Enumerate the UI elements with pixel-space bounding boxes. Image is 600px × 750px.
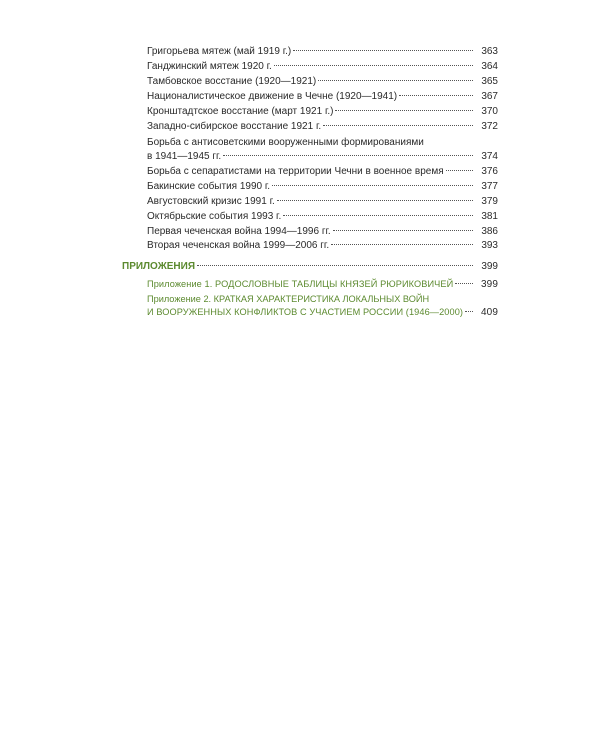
- toc-entry[interactable]: [147, 165, 498, 178]
- dot-leader: [197, 265, 473, 266]
- toc-entry-title: Кронштадтское восстание (март 1921 г.): [147, 106, 334, 117]
- toc-entry-title: Вторая чеченская война 1999—2006 гг.: [147, 240, 330, 251]
- dot-leader: [223, 155, 473, 156]
- toc-entry-title: Григорьева мятеж (май 1919 г.): [147, 46, 292, 57]
- toc-section-appendices[interactable]: [122, 260, 498, 273]
- dot-leader: [399, 95, 473, 96]
- toc-entry[interactable]: [147, 150, 498, 163]
- toc-entry-title: Западно-сибирское восстание 1921 г.: [147, 121, 322, 132]
- toc-entry-title: Националистическое движение в Чечне (1920—1941): [147, 91, 398, 102]
- toc-appendix-page: 409: [481, 307, 498, 318]
- dot-leader: [465, 311, 473, 312]
- dot-leader: [446, 170, 473, 171]
- toc-entry-title-line1: Борьба с антисоветскими вооруженными формированиями: [147, 137, 424, 148]
- toc-entry-page: 377: [481, 181, 498, 192]
- toc-entry-title: в 1941—1945 гг.: [147, 151, 222, 162]
- toc-section-title: ПРИЛОЖЕНИЯ: [122, 261, 196, 272]
- toc-entry[interactable]: [147, 75, 498, 88]
- toc-entry[interactable]: [147, 210, 498, 223]
- toc-entry-page: 365: [481, 76, 498, 87]
- toc-entry-page: 376: [481, 166, 498, 177]
- dot-leader: [333, 230, 473, 231]
- toc-entry[interactable]: [147, 239, 498, 252]
- toc-section-page: 399: [481, 261, 498, 272]
- toc-entry-page: 370: [481, 106, 498, 117]
- toc-entry-page: 367: [481, 91, 498, 102]
- toc-entry-title: Ганджинский мятеж 1920 г.: [147, 61, 272, 72]
- toc-entry[interactable]: [147, 195, 498, 208]
- toc-entry[interactable]: [147, 60, 498, 73]
- toc-entry-page: 386: [481, 226, 498, 237]
- dot-leader: [277, 200, 473, 201]
- dot-leader: [274, 65, 473, 66]
- toc-entry[interactable]: [147, 105, 498, 118]
- toc-appendix-title: Приложение 1. РОДОСЛОВНЫЕ ТАБЛИЦЫ КНЯЗЕЙ РЮРИКОВИЧЕЙ: [147, 279, 454, 289]
- toc-appendix-entry[interactable]: [147, 278, 498, 291]
- toc-entry-page: 381: [481, 211, 498, 222]
- toc-entry-title: Августовский кризис 1991 г.: [147, 196, 275, 207]
- toc-appendix-entry[interactable]: [147, 306, 498, 319]
- toc-entry-title: Борьба с сепаратистами на территории Чечни в военное время: [147, 166, 444, 177]
- toc-entry-title: Октябрьские события 1993 г.: [147, 211, 282, 222]
- toc-entry-page: 364: [481, 61, 498, 72]
- toc-entry[interactable]: [147, 120, 498, 133]
- toc-entry-title: Первая чеченская война 1994—1996 гг.: [147, 226, 331, 237]
- toc-entry[interactable]: [147, 45, 498, 58]
- toc-entry-page: 363: [481, 46, 498, 57]
- dot-leader: [293, 50, 473, 51]
- toc-entry-page: 372: [481, 121, 498, 132]
- dot-leader: [323, 125, 473, 126]
- dot-leader: [318, 80, 473, 81]
- toc-appendix-page: 399: [481, 279, 498, 290]
- toc-entry[interactable]: [147, 180, 498, 193]
- toc-entry[interactable]: [147, 225, 498, 238]
- toc-entry-page: 393: [481, 240, 498, 251]
- toc-appendix-title-line1: Приложение 2. КРАТКАЯ ХАРАКТЕРИСТИКА ЛОКАЛЬНЫХ ВОЙН: [147, 294, 430, 304]
- toc-entry-page: 374: [481, 151, 498, 162]
- dot-leader: [272, 185, 473, 186]
- dot-leader: [335, 110, 473, 111]
- toc-entry-page: 379: [481, 196, 498, 207]
- toc-entry-title: Тамбовское восстание (1920—1921): [147, 76, 317, 87]
- dot-leader: [455, 283, 473, 284]
- toc-appendix-title: И ВООРУЖЕННЫХ КОНФЛИКТОВ С УЧАСТИЕМ РОССИИ (1946—2000): [147, 307, 464, 317]
- dot-leader: [331, 244, 473, 245]
- toc-entry[interactable]: [147, 90, 498, 103]
- toc-entry-title: Бакинские события 1990 г.: [147, 181, 271, 192]
- dot-leader: [283, 215, 473, 216]
